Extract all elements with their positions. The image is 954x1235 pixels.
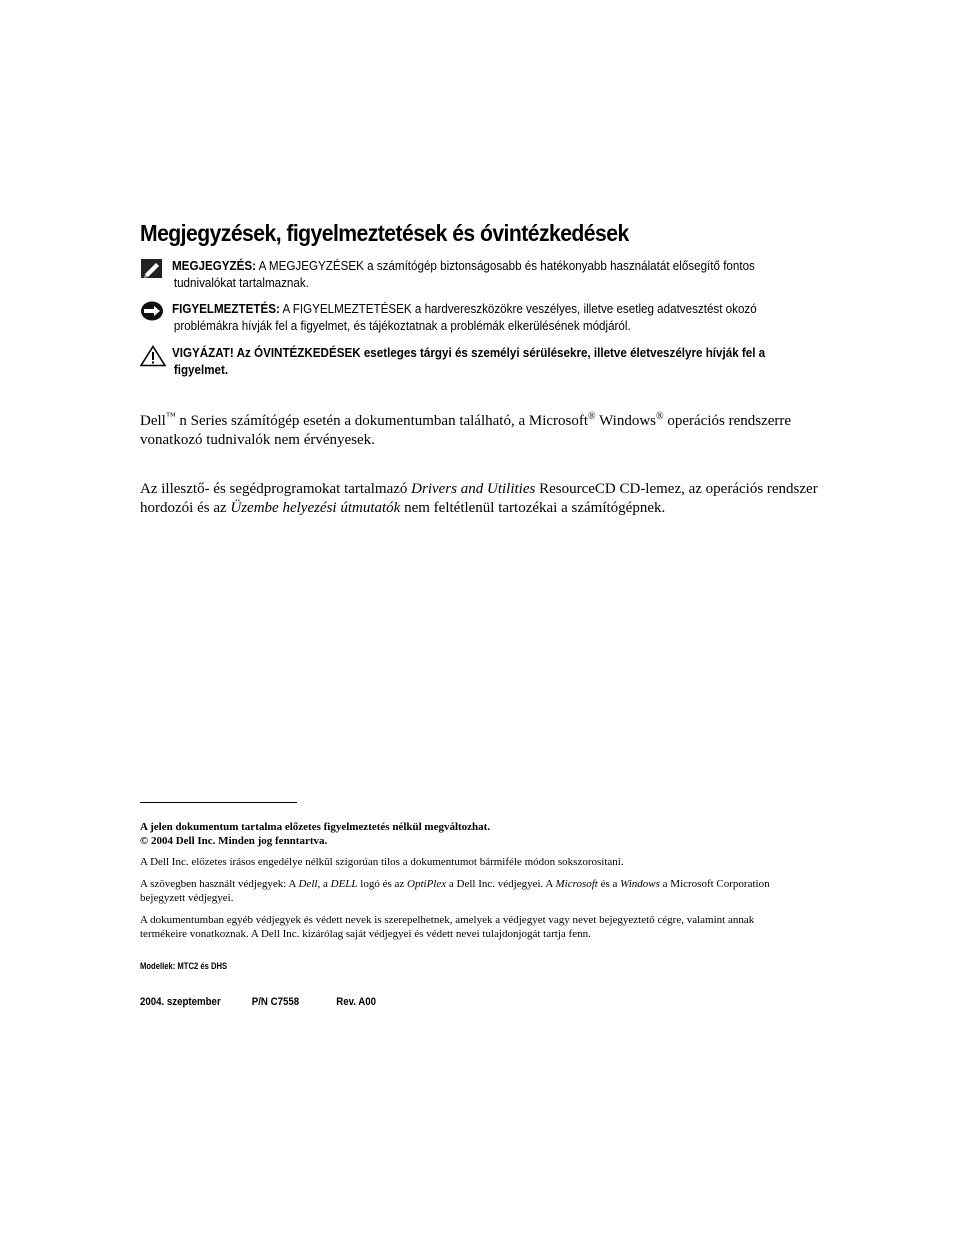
notice-text: A FIGYELMEZTETÉSEK a hardvereszközökre veszélyes, illetve esetleg adatvesztést okozó [279,302,757,316]
registered-symbol: ® [656,411,664,422]
models-line: Modellek: MTC2 és DHS [140,961,228,971]
note-block [140,258,820,292]
tm-text: a Microsoft Corporation [659,878,770,890]
para1-text: n Series számítógép esetén a dokumentumban található, a Microsoft [175,413,589,429]
drivers-utilities-title: Drivers and Utilities [411,481,536,497]
trademarks-notice [140,877,850,905]
tm-text: , a [317,878,331,890]
notice-label: FIGYELMEZTETÉS: [172,302,280,316]
para2-text-3: hordozói és az [140,500,231,516]
revision: Rev. A00 [336,996,377,1008]
tm-optiplex: OptiPlex [407,878,447,890]
tm-text: és a [597,878,621,890]
para1-text-end: operációs rendszerre [663,413,792,429]
dell-text: Dell [140,413,166,429]
tm-windows: Windows [620,878,660,890]
copyright-line: © 2004 Dell Inc. Minden jog fenntartva. [140,835,328,847]
tm-text: logó és az [357,878,408,890]
tm-microsoft: Microsoft [555,878,598,890]
tm-text: a Dell Inc. védjegyei. A [446,878,556,890]
registered-symbol: ® [588,411,596,422]
note-text-line2: tudnivalókat tartalmaznak. [173,276,309,290]
reproduction-notice: A Dell Inc. előzetes írásos engedélye nélkül szigorúan tilos a dokumentumot bármiféle módon sokszorosítani. [140,856,624,868]
para2-text: Az illesztő- és segédprogramokat tartalmazó [140,481,412,497]
setup-guide-title: Üzembe helyezési útmutatók [230,500,401,516]
para2-text-4: nem feltétlenül tartozékai a számítógépnek. [400,500,666,516]
caution-text: Az ÓVINTÉZKEDÉSEK esetleges tárgyi és személyi sérülésekre, illetve életveszélyre hívják fel a [233,346,766,360]
warning-triangle-icon [140,345,166,367]
footnote-divider [140,802,297,803]
page-title: Megjegyzések, figyelmeztetések és óvintézkedések [140,220,629,246]
para1-line2: vonatkozó tudnivalók nem érvényesek. [140,432,375,448]
footer-line [140,996,376,1008]
drivers-utilities-paragraph [140,480,840,518]
other-trademarks-notice [140,913,850,941]
caution-block [140,345,820,379]
other-tm-line2: termékeire vonatkoznak. A Dell Inc. kizárólag saját védjegyei és védett nevei tulajdonjogát tartja fenn. [140,928,591,940]
dell-n-series-paragraph [140,412,840,450]
note-text: A MEGJEGYZÉSEK a számítógép biztonságosabb és hatékonyabb használatát elősegítő fontos [255,259,755,273]
trademark-symbol: ™ [165,411,176,422]
notice-text-line2: problémákra hívják fel a figyelmet, és tájékoztatnak a problémák elkerülésének módjáról. [173,319,631,333]
tm-text-line2: bejegyzett védjegyei. [140,892,234,904]
copyright-notice [140,820,850,848]
tm-dell-logo: DELL [330,878,358,890]
change-notice: A jelen dokumentum tartalma előzetes figyelmeztetés nélkül megváltozhat. [140,821,491,833]
tm-text: A szövegben használt védjegyek: A [140,878,299,890]
caution-label: VIGYÁZAT! [172,346,234,360]
para2-text-2: ResourceCD CD-lemez, az operációs rendszer [535,481,818,497]
publication-date: 2004. szeptember [140,996,221,1008]
notice-block [140,301,820,335]
pencil-note-icon [140,258,164,280]
tm-dell: Dell [298,878,318,890]
note-label: MEGJEGYZÉS: [172,259,256,273]
notice-arrow-icon [140,301,164,323]
part-number: P/N C7558 [251,996,300,1008]
other-tm-line1: A dokumentumban egyéb védjegyek és védett nevek is szerepelhetnek, amelyek a védjegyet vagy nevet bejegyeztető cégre, valamint annak [140,914,755,926]
windows-text: Windows [595,413,657,429]
caution-text-line2: figyelmet. [173,363,229,377]
